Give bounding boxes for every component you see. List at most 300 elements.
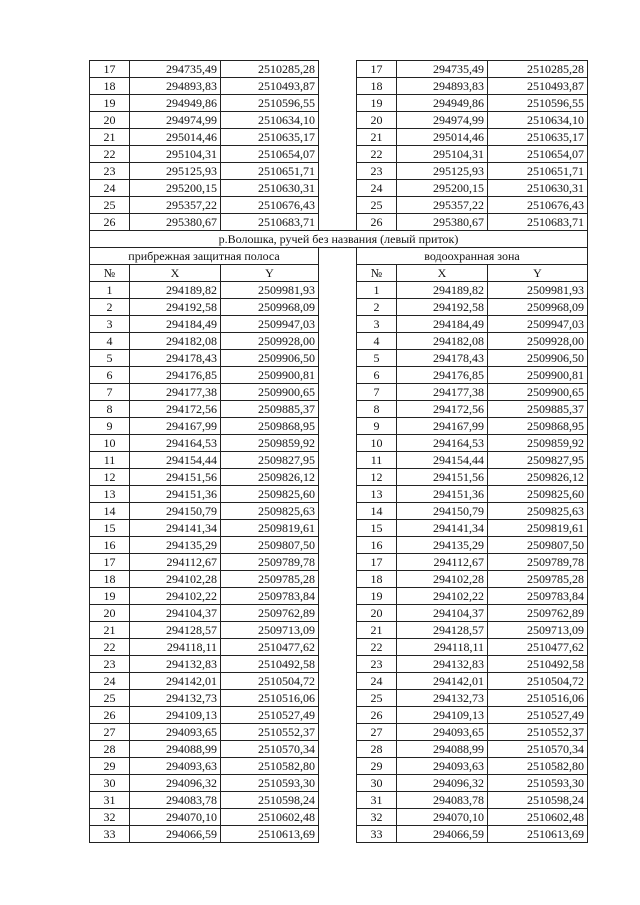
table-row bbox=[90, 571, 588, 588]
point-number: 21 bbox=[357, 129, 397, 146]
y-coordinate: 2510613,69 bbox=[221, 826, 319, 843]
x-coordinate: 294164,53 bbox=[397, 435, 488, 452]
y-coordinate: 2509783,84 bbox=[488, 588, 588, 605]
point-number: 23 bbox=[90, 656, 130, 673]
y-coordinate: 2509968,09 bbox=[488, 299, 588, 316]
point-number: 1 bbox=[357, 282, 397, 299]
x-coordinate: 294184,49 bbox=[130, 316, 221, 333]
y-coordinate: 2510654,07 bbox=[488, 146, 588, 163]
x-coordinate: 295380,67 bbox=[130, 214, 221, 231]
y-coordinate: 2510477,62 bbox=[221, 639, 319, 656]
column-gap bbox=[319, 435, 357, 452]
point-number: 10 bbox=[357, 435, 397, 452]
table-row bbox=[90, 826, 588, 843]
table-row bbox=[90, 520, 588, 537]
x-coordinate: 294066,59 bbox=[397, 826, 488, 843]
y-coordinate: 2510613,69 bbox=[488, 826, 588, 843]
x-coordinate: 294109,13 bbox=[397, 707, 488, 724]
table-row bbox=[90, 350, 588, 367]
table-row bbox=[90, 180, 588, 197]
y-coordinate: 2509825,63 bbox=[488, 503, 588, 520]
y-coordinate: 2509807,50 bbox=[488, 537, 588, 554]
right-col-y-header: Y bbox=[488, 265, 588, 282]
x-coordinate: 294112,67 bbox=[397, 554, 488, 571]
table-row bbox=[90, 316, 588, 333]
y-coordinate: 2510593,30 bbox=[221, 775, 319, 792]
y-coordinate: 2510596,55 bbox=[221, 95, 319, 112]
point-number: 33 bbox=[90, 826, 130, 843]
x-coordinate: 294182,08 bbox=[397, 333, 488, 350]
y-coordinate: 2509885,37 bbox=[221, 401, 319, 418]
table-row bbox=[90, 605, 588, 622]
point-number: 9 bbox=[357, 418, 397, 435]
y-coordinate: 2510683,71 bbox=[488, 214, 588, 231]
x-coordinate: 294176,85 bbox=[130, 367, 221, 384]
table-row bbox=[90, 435, 588, 452]
table-row bbox=[90, 418, 588, 435]
y-coordinate: 2510683,71 bbox=[221, 214, 319, 231]
column-gap bbox=[319, 299, 357, 316]
x-coordinate: 294141,34 bbox=[397, 520, 488, 537]
table-row bbox=[90, 724, 588, 741]
column-gap bbox=[319, 758, 357, 775]
point-number: 10 bbox=[90, 435, 130, 452]
point-number: 28 bbox=[357, 741, 397, 758]
x-coordinate: 294172,56 bbox=[130, 401, 221, 418]
x-coordinate: 295104,31 bbox=[397, 146, 488, 163]
y-coordinate: 2510635,17 bbox=[221, 129, 319, 146]
column-gap bbox=[319, 588, 357, 605]
y-coordinate: 2509868,95 bbox=[488, 418, 588, 435]
table-row bbox=[90, 639, 588, 656]
column-gap bbox=[319, 503, 357, 520]
point-number: 26 bbox=[357, 214, 397, 231]
point-number: 25 bbox=[90, 197, 130, 214]
x-coordinate: 294093,65 bbox=[130, 724, 221, 741]
x-coordinate: 294167,99 bbox=[397, 418, 488, 435]
column-gap bbox=[319, 418, 357, 435]
point-number: 3 bbox=[357, 316, 397, 333]
point-number: 24 bbox=[90, 673, 130, 690]
y-coordinate: 2510477,62 bbox=[488, 639, 588, 656]
column-gap bbox=[319, 537, 357, 554]
point-number: 20 bbox=[90, 112, 130, 129]
y-coordinate: 2510596,55 bbox=[488, 95, 588, 112]
x-coordinate: 294154,44 bbox=[130, 452, 221, 469]
y-coordinate: 2510676,43 bbox=[221, 197, 319, 214]
x-coordinate: 294066,59 bbox=[130, 826, 221, 843]
x-coordinate: 294132,83 bbox=[397, 656, 488, 673]
column-gap bbox=[319, 78, 357, 95]
y-coordinate: 2509968,09 bbox=[221, 299, 319, 316]
point-number: 20 bbox=[357, 112, 397, 129]
x-coordinate: 294177,38 bbox=[397, 384, 488, 401]
right-col-x-header: X bbox=[397, 265, 488, 282]
point-number: 18 bbox=[90, 571, 130, 588]
column-gap bbox=[319, 282, 357, 299]
y-coordinate: 2509713,09 bbox=[488, 622, 588, 639]
x-coordinate: 294070,10 bbox=[130, 809, 221, 826]
x-coordinate: 294151,56 bbox=[397, 469, 488, 486]
y-coordinate: 2509859,92 bbox=[488, 435, 588, 452]
y-coordinate: 2509868,95 bbox=[221, 418, 319, 435]
point-number: 14 bbox=[90, 503, 130, 520]
column-gap bbox=[319, 384, 357, 401]
point-number: 4 bbox=[90, 333, 130, 350]
x-coordinate: 294093,63 bbox=[130, 758, 221, 775]
point-number: 29 bbox=[357, 758, 397, 775]
table-row bbox=[90, 809, 588, 826]
y-coordinate: 2510516,06 bbox=[488, 690, 588, 707]
point-number: 17 bbox=[90, 554, 130, 571]
column-gap bbox=[319, 401, 357, 418]
y-coordinate: 2509789,78 bbox=[221, 554, 319, 571]
y-coordinate: 2510492,58 bbox=[221, 656, 319, 673]
left-col-x-header: X bbox=[130, 265, 221, 282]
y-coordinate: 2510285,28 bbox=[221, 61, 319, 78]
x-coordinate: 294088,99 bbox=[130, 741, 221, 758]
x-coordinate: 294132,73 bbox=[130, 690, 221, 707]
table-row bbox=[90, 741, 588, 758]
point-number: 21 bbox=[90, 129, 130, 146]
point-number: 25 bbox=[357, 690, 397, 707]
table-row bbox=[90, 163, 588, 180]
x-coordinate: 295357,22 bbox=[397, 197, 488, 214]
y-coordinate: 2509785,28 bbox=[488, 571, 588, 588]
column-gap bbox=[319, 333, 357, 350]
y-coordinate: 2509819,61 bbox=[488, 520, 588, 537]
x-coordinate: 294093,63 bbox=[397, 758, 488, 775]
y-coordinate: 2509900,81 bbox=[488, 367, 588, 384]
x-coordinate: 294189,82 bbox=[397, 282, 488, 299]
point-number: 15 bbox=[357, 520, 397, 537]
y-coordinate: 2510516,06 bbox=[221, 690, 319, 707]
column-gap bbox=[319, 486, 357, 503]
y-coordinate: 2510593,30 bbox=[488, 775, 588, 792]
table-row bbox=[90, 673, 588, 690]
zone-header-row bbox=[90, 248, 588, 265]
point-number: 5 bbox=[90, 350, 130, 367]
point-number: 23 bbox=[357, 656, 397, 673]
x-coordinate: 294893,83 bbox=[397, 78, 488, 95]
x-coordinate: 294142,01 bbox=[397, 673, 488, 690]
x-coordinate: 294118,11 bbox=[130, 639, 221, 656]
x-coordinate: 294135,29 bbox=[130, 537, 221, 554]
x-coordinate: 294151,56 bbox=[130, 469, 221, 486]
point-number: 20 bbox=[357, 605, 397, 622]
point-number: 7 bbox=[90, 384, 130, 401]
x-coordinate: 295125,93 bbox=[397, 163, 488, 180]
column-gap bbox=[319, 826, 357, 843]
point-number: 17 bbox=[357, 554, 397, 571]
x-coordinate: 294192,58 bbox=[130, 299, 221, 316]
x-coordinate: 294128,57 bbox=[397, 622, 488, 639]
table-row bbox=[90, 129, 588, 146]
column-gap bbox=[319, 639, 357, 656]
column-gap bbox=[319, 350, 357, 367]
table-row bbox=[90, 537, 588, 554]
x-coordinate: 294109,13 bbox=[130, 707, 221, 724]
column-gap bbox=[319, 724, 357, 741]
x-coordinate: 295104,31 bbox=[130, 146, 221, 163]
table-row bbox=[90, 690, 588, 707]
y-coordinate: 2510598,24 bbox=[221, 792, 319, 809]
table-row bbox=[90, 282, 588, 299]
point-number: 25 bbox=[357, 197, 397, 214]
x-coordinate: 294974,99 bbox=[130, 112, 221, 129]
y-coordinate: 2510570,34 bbox=[221, 741, 319, 758]
x-coordinate: 294164,53 bbox=[130, 435, 221, 452]
y-coordinate: 2509827,95 bbox=[488, 452, 588, 469]
point-number: 20 bbox=[90, 605, 130, 622]
table-row bbox=[90, 503, 588, 520]
column-gap bbox=[319, 520, 357, 537]
section-title-row bbox=[90, 231, 588, 248]
x-coordinate: 294104,37 bbox=[397, 605, 488, 622]
point-number: 11 bbox=[357, 452, 397, 469]
table-row bbox=[90, 401, 588, 418]
column-gap bbox=[319, 129, 357, 146]
column-gap bbox=[319, 95, 357, 112]
x-coordinate: 294083,78 bbox=[397, 792, 488, 809]
y-coordinate: 2510602,48 bbox=[221, 809, 319, 826]
y-coordinate: 2509783,84 bbox=[221, 588, 319, 605]
y-coordinate: 2510630,31 bbox=[488, 180, 588, 197]
column-gap bbox=[319, 163, 357, 180]
x-coordinate: 294093,65 bbox=[397, 724, 488, 741]
point-number: 14 bbox=[357, 503, 397, 520]
x-coordinate: 294974,99 bbox=[397, 112, 488, 129]
column-gap bbox=[319, 367, 357, 384]
point-number: 17 bbox=[357, 61, 397, 78]
y-coordinate: 2510493,87 bbox=[221, 78, 319, 95]
column-gap bbox=[319, 622, 357, 639]
table-row bbox=[90, 452, 588, 469]
y-coordinate: 2510635,17 bbox=[488, 129, 588, 146]
x-coordinate: 294142,01 bbox=[130, 673, 221, 690]
x-coordinate: 294096,32 bbox=[130, 775, 221, 792]
y-coordinate: 2510504,72 bbox=[488, 673, 588, 690]
table-row bbox=[90, 367, 588, 384]
point-number: 22 bbox=[90, 146, 130, 163]
x-coordinate: 294070,10 bbox=[397, 809, 488, 826]
y-coordinate: 2510552,37 bbox=[488, 724, 588, 741]
table-row bbox=[90, 758, 588, 775]
y-coordinate: 2509947,03 bbox=[488, 316, 588, 333]
x-coordinate: 295380,67 bbox=[397, 214, 488, 231]
point-number: 17 bbox=[90, 61, 130, 78]
y-coordinate: 2510630,31 bbox=[221, 180, 319, 197]
y-coordinate: 2510654,07 bbox=[221, 146, 319, 163]
point-number: 6 bbox=[90, 367, 130, 384]
point-number: 26 bbox=[357, 707, 397, 724]
y-coordinate: 2509826,12 bbox=[221, 469, 319, 486]
point-number: 4 bbox=[357, 333, 397, 350]
point-number: 31 bbox=[357, 792, 397, 809]
x-coordinate: 295125,93 bbox=[130, 163, 221, 180]
right-zone-title: водоохранная зона bbox=[357, 248, 588, 265]
column-gap bbox=[319, 61, 357, 78]
x-coordinate: 294735,49 bbox=[130, 61, 221, 78]
x-coordinate: 294102,22 bbox=[130, 588, 221, 605]
column-gap bbox=[319, 792, 357, 809]
y-coordinate: 2510602,48 bbox=[488, 809, 588, 826]
y-coordinate: 2509762,89 bbox=[221, 605, 319, 622]
column-gap bbox=[319, 146, 357, 163]
y-coordinate: 2510651,71 bbox=[488, 163, 588, 180]
point-number: 18 bbox=[357, 78, 397, 95]
column-gap bbox=[319, 656, 357, 673]
y-coordinate: 2509928,00 bbox=[488, 333, 588, 350]
x-coordinate: 294176,85 bbox=[397, 367, 488, 384]
x-coordinate: 294189,82 bbox=[130, 282, 221, 299]
point-number: 16 bbox=[357, 537, 397, 554]
point-number: 21 bbox=[357, 622, 397, 639]
table-row bbox=[90, 588, 588, 605]
x-coordinate: 294151,36 bbox=[130, 486, 221, 503]
y-coordinate: 2509789,78 bbox=[488, 554, 588, 571]
point-number: 12 bbox=[90, 469, 130, 486]
column-gap bbox=[319, 605, 357, 622]
table-row bbox=[90, 554, 588, 571]
x-coordinate: 294178,43 bbox=[397, 350, 488, 367]
point-number: 15 bbox=[90, 520, 130, 537]
x-coordinate: 294184,49 bbox=[397, 316, 488, 333]
table-row bbox=[90, 112, 588, 129]
y-coordinate: 2509900,65 bbox=[488, 384, 588, 401]
point-number: 19 bbox=[90, 588, 130, 605]
y-coordinate: 2509906,50 bbox=[221, 350, 319, 367]
y-coordinate: 2509981,93 bbox=[221, 282, 319, 299]
coordinates-table-body bbox=[90, 61, 588, 843]
y-coordinate: 2510527,49 bbox=[221, 707, 319, 724]
column-gap bbox=[319, 690, 357, 707]
y-coordinate: 2509900,81 bbox=[221, 367, 319, 384]
table-row bbox=[90, 214, 588, 231]
x-coordinate: 295014,46 bbox=[397, 129, 488, 146]
point-number: 32 bbox=[357, 809, 397, 826]
point-number: 1 bbox=[90, 282, 130, 299]
point-number: 24 bbox=[357, 673, 397, 690]
x-coordinate: 294154,44 bbox=[397, 452, 488, 469]
x-coordinate: 294102,28 bbox=[130, 571, 221, 588]
point-number: 26 bbox=[90, 214, 130, 231]
y-coordinate: 2509947,03 bbox=[221, 316, 319, 333]
column-gap bbox=[319, 265, 357, 282]
x-coordinate: 294178,43 bbox=[130, 350, 221, 367]
point-number: 31 bbox=[90, 792, 130, 809]
y-coordinate: 2509713,09 bbox=[221, 622, 319, 639]
x-coordinate: 294150,79 bbox=[397, 503, 488, 520]
y-coordinate: 2509827,95 bbox=[221, 452, 319, 469]
column-gap bbox=[319, 469, 357, 486]
point-number: 22 bbox=[357, 639, 397, 656]
table-row bbox=[90, 622, 588, 639]
x-coordinate: 294151,36 bbox=[397, 486, 488, 503]
x-coordinate: 295357,22 bbox=[130, 197, 221, 214]
y-coordinate: 2510582,80 bbox=[488, 758, 588, 775]
x-coordinate: 294893,83 bbox=[130, 78, 221, 95]
point-number: 22 bbox=[90, 639, 130, 656]
x-coordinate: 294102,28 bbox=[397, 571, 488, 588]
column-gap bbox=[319, 554, 357, 571]
left-zone-title: прибрежная защитная полоса bbox=[90, 248, 319, 265]
x-coordinate: 295200,15 bbox=[130, 180, 221, 197]
y-coordinate: 2510570,34 bbox=[488, 741, 588, 758]
column-gap bbox=[319, 316, 357, 333]
y-coordinate: 2510285,28 bbox=[488, 61, 588, 78]
point-number: 2 bbox=[90, 299, 130, 316]
x-coordinate: 294102,22 bbox=[397, 588, 488, 605]
y-coordinate: 2510582,80 bbox=[221, 758, 319, 775]
x-coordinate: 294135,29 bbox=[397, 537, 488, 554]
point-number: 19 bbox=[90, 95, 130, 112]
table-row bbox=[90, 333, 588, 350]
x-coordinate: 294949,86 bbox=[130, 95, 221, 112]
point-number: 8 bbox=[90, 401, 130, 418]
column-gap bbox=[319, 809, 357, 826]
point-number: 24 bbox=[90, 180, 130, 197]
y-coordinate: 2509819,61 bbox=[221, 520, 319, 537]
column-gap bbox=[319, 180, 357, 197]
x-coordinate: 295200,15 bbox=[397, 180, 488, 197]
y-coordinate: 2509825,63 bbox=[221, 503, 319, 520]
point-number: 18 bbox=[90, 78, 130, 95]
table-row bbox=[90, 707, 588, 724]
y-coordinate: 2510651,71 bbox=[221, 163, 319, 180]
x-coordinate: 294167,99 bbox=[130, 418, 221, 435]
left-col-y-header: Y bbox=[221, 265, 319, 282]
y-coordinate: 2510493,87 bbox=[488, 78, 588, 95]
point-number: 30 bbox=[90, 775, 130, 792]
y-coordinate: 2509807,50 bbox=[221, 537, 319, 554]
point-number: 27 bbox=[90, 724, 130, 741]
column-gap bbox=[319, 248, 357, 265]
point-number: 13 bbox=[357, 486, 397, 503]
y-coordinate: 2509928,00 bbox=[221, 333, 319, 350]
point-number: 25 bbox=[90, 690, 130, 707]
column-gap bbox=[319, 452, 357, 469]
point-number: 12 bbox=[357, 469, 397, 486]
point-number: 18 bbox=[357, 571, 397, 588]
point-number: 23 bbox=[90, 163, 130, 180]
y-coordinate: 2510552,37 bbox=[221, 724, 319, 741]
x-coordinate: 294128,57 bbox=[130, 622, 221, 639]
x-coordinate: 294088,99 bbox=[397, 741, 488, 758]
point-number: 22 bbox=[357, 146, 397, 163]
table-row bbox=[90, 78, 588, 95]
point-number: 19 bbox=[357, 588, 397, 605]
point-number: 28 bbox=[90, 741, 130, 758]
column-gap bbox=[319, 571, 357, 588]
point-number: 26 bbox=[90, 707, 130, 724]
y-coordinate: 2509825,60 bbox=[221, 486, 319, 503]
point-number: 3 bbox=[90, 316, 130, 333]
x-coordinate: 294112,67 bbox=[130, 554, 221, 571]
x-coordinate: 295014,46 bbox=[130, 129, 221, 146]
y-coordinate: 2509981,93 bbox=[488, 282, 588, 299]
x-coordinate: 294104,37 bbox=[130, 605, 221, 622]
table-row bbox=[90, 61, 588, 78]
right-col-number-header: № bbox=[357, 265, 397, 282]
y-coordinate: 2509906,50 bbox=[488, 350, 588, 367]
x-coordinate: 294192,58 bbox=[397, 299, 488, 316]
coordinates-table bbox=[89, 60, 588, 843]
table-row bbox=[90, 656, 588, 673]
y-coordinate: 2509825,60 bbox=[488, 486, 588, 503]
table-row bbox=[90, 95, 588, 112]
y-coordinate: 2509785,28 bbox=[221, 571, 319, 588]
